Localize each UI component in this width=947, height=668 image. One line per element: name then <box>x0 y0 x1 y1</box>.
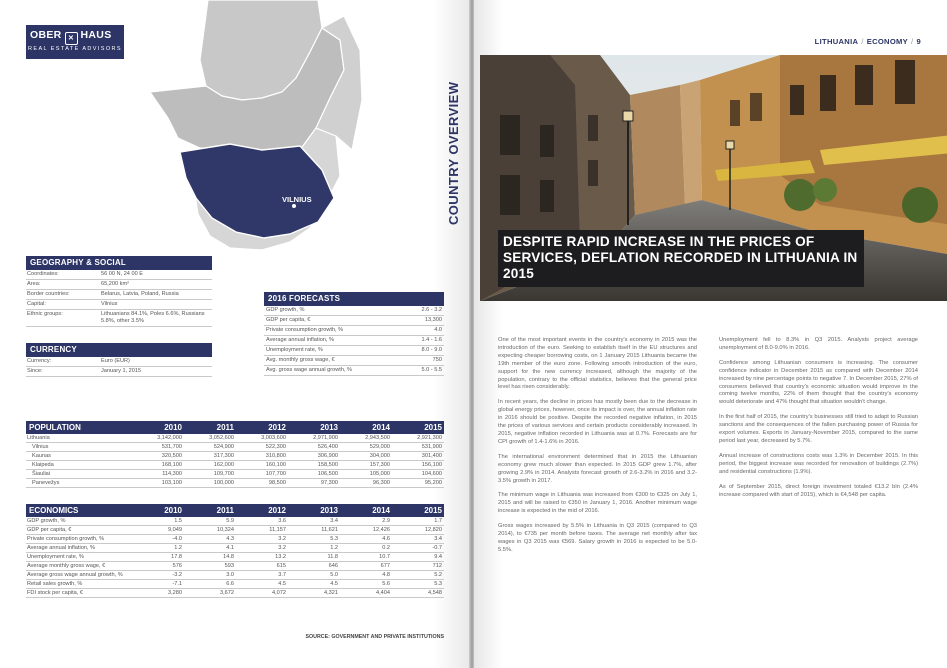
forecast-key: Average annual inflation, % <box>266 337 335 343</box>
forecast-value: 5.0 - 5.5 <box>421 367 442 373</box>
economics-row <box>26 571 444 580</box>
population-row-label: Vilnius <box>32 444 49 450</box>
side-title: COUNTRY OVERVIEW <box>446 81 461 225</box>
geography-key: Coordinates: <box>27 271 59 277</box>
forecast-row <box>264 346 444 356</box>
population-row <box>26 434 444 443</box>
economics-cell: 3.7 <box>278 572 286 578</box>
economics-cell: -7.1 <box>172 581 182 587</box>
economics-cell: 4,072 <box>272 590 286 596</box>
population-year-header: 2011 <box>216 423 234 432</box>
oberhaus-logo <box>26 25 124 59</box>
population-rows <box>26 434 444 488</box>
forecast-value: 750 <box>432 357 442 363</box>
economics-row-label: Average monthly gross wage, € <box>27 563 106 569</box>
geography-row <box>26 290 212 300</box>
economics-cell: 1.5 <box>174 518 182 524</box>
population-year-header: 2014 <box>372 423 390 432</box>
economics-year-header: 2010 <box>164 506 182 515</box>
forecast-row <box>264 356 444 366</box>
population-cell: 158,500 <box>317 462 338 468</box>
currency-row <box>26 357 212 367</box>
economics-year-header: 2013 <box>320 506 338 515</box>
geography-rows <box>26 270 212 327</box>
population-cell: 310,800 <box>265 453 286 459</box>
population-row <box>26 479 444 488</box>
economics-table <box>26 504 444 598</box>
population-cell: 160,100 <box>265 462 286 468</box>
article-paragraph: One of the most important events in the country's economy in 2015 was the introduction of the euro. Seeking to establish itself in the EU structures and expecting cheaper borrowing costs, on 1 January 2015 Lithuania became the 19th member of the euro zone. Following smooth introduction of the euro, support for the new currency increased, although the majority of the population, contrary to the official statistics, believes that the general price level has risen considerably. <box>498 337 697 391</box>
economics-cell: 593 <box>224 563 234 569</box>
geography-key: Capital: <box>27 301 46 307</box>
geography-value: Belarus, Latvia, Poland, Russia <box>101 291 179 297</box>
population-year-header: 2015 <box>424 423 442 432</box>
population-year-header: 2010 <box>164 423 182 432</box>
population-row-label: Lithuania <box>27 435 50 441</box>
forecast-key: Avg. gross wage annual growth, % <box>266 367 353 373</box>
forecast-value: 13,300 <box>424 317 442 323</box>
map-city-label: VILNIUS <box>282 195 312 204</box>
geography-key: Area: <box>27 281 41 287</box>
geography-value: 56 00 N, 24 00 E <box>101 271 143 277</box>
economics-cell: -0.7 <box>432 545 442 551</box>
forecast-key: Avg. monthly gross wage, € <box>266 357 335 363</box>
economics-cell: 615 <box>276 563 286 569</box>
forecast-value: 4.0 <box>434 327 442 333</box>
economics-cell: 12,820 <box>424 527 442 533</box>
economics-row <box>26 580 444 589</box>
economics-cell: 4,548 <box>428 590 442 596</box>
economics-row-label: Retail sales growth, % <box>27 581 83 587</box>
economics-cell: 1.2 <box>330 545 338 551</box>
geography-key: Ethnic groups: <box>27 311 63 317</box>
map-vilnius-dot <box>292 204 296 208</box>
economics-row <box>26 589 444 598</box>
population-year-header: 2013 <box>320 423 338 432</box>
geography-value: 65,200 km² <box>101 281 129 287</box>
economics-cell: 3,672 <box>220 590 234 596</box>
economics-cell: -4.0 <box>172 536 182 542</box>
currency-value: Euro (EUR) <box>101 358 130 364</box>
economics-row-label: GDP growth, % <box>27 518 66 524</box>
page-number: 9 <box>916 37 921 46</box>
article-column-1 <box>498 337 697 562</box>
economics-cell: 5.9 <box>226 518 234 524</box>
population-row <box>26 470 444 479</box>
economics-cell: 5.3 <box>330 536 338 542</box>
economics-cell: 1.2 <box>174 545 182 551</box>
currency-value: January 1, 2015 <box>101 368 142 374</box>
geography-row <box>26 300 212 310</box>
population-row-label: Šiauliai <box>32 471 51 477</box>
economics-row-label: Average annual inflation, % <box>27 545 96 551</box>
header-separator: / <box>911 37 914 46</box>
economics-cell: 646 <box>328 563 338 569</box>
geography-value: Vilnius <box>101 301 118 307</box>
economics-year-header: 2015 <box>424 506 442 515</box>
header-country: LITHUANIA <box>814 37 859 46</box>
population-cell: 114,300 <box>162 471 182 477</box>
currency-key: Since: <box>27 368 43 374</box>
crest-icon: ✕ <box>65 32 78 45</box>
population-year-header: 2012 <box>268 423 286 432</box>
economics-cell: 6.6 <box>226 581 234 587</box>
economics-row <box>26 517 444 526</box>
forecast-row <box>264 336 444 346</box>
forecasts-title: 2016 FORECASTS <box>264 292 444 306</box>
economics-cell: 3.2 <box>278 545 286 551</box>
geography-value: Lithuanians 84.1%, Poles 6.6%, Russians 5.8%, other 3.5% <box>101 311 205 324</box>
forecasts-table <box>264 292 444 376</box>
population-cell: 97,300 <box>320 480 338 486</box>
population-cell: 317,300 <box>213 453 234 459</box>
article-paragraph: The minimum wage in Lithuania was increased from €300 to €325 on July 1, 2015 and will be raised to €350 in January 1, 2016. Another minimum wage increase is expected in the mid of 2016. <box>498 492 697 515</box>
population-row-label: Klaipeda <box>32 462 54 468</box>
currency-key: Currency: <box>27 358 52 364</box>
population-cell: 109,700 <box>213 471 234 477</box>
population-cell: 531,700 <box>161 444 182 450</box>
article-paragraph: In the first half of 2015, the country's businesses still tried to adapt to Russian sanctions and the consequences of the fallen purchasing power of Russia for export volumes. Exports in January-November 2015, compared to the same period last year, decreased by 5.7%. <box>719 414 918 444</box>
economics-cell: 712 <box>432 563 442 569</box>
forecast-value: 2.6 - 3.2 <box>421 307 442 313</box>
economics-cell: 3.4 <box>330 518 338 524</box>
population-cell: 3,052,600 <box>209 435 234 441</box>
population-cell: 157,300 <box>369 462 390 468</box>
economics-cell: 5.6 <box>382 581 390 587</box>
economics-cell: 4.6 <box>382 536 390 542</box>
population-row <box>26 452 444 461</box>
economics-title: ECONOMICS <box>29 506 79 515</box>
population-row <box>26 443 444 452</box>
economics-cell: 12,426 <box>372 527 390 533</box>
economics-year-header: 2011 <box>216 506 234 515</box>
economics-cell: 10.7 <box>379 554 390 560</box>
forecast-row <box>264 316 444 326</box>
population-cell: 526,400 <box>317 444 338 450</box>
forecast-row <box>264 326 444 336</box>
economics-cell: 14.8 <box>223 554 234 560</box>
population-cell: 2,921,300 <box>417 435 442 441</box>
economics-cell: 11,157 <box>269 527 286 533</box>
forecast-key: Unemployment rate, % <box>266 347 323 353</box>
population-cell: 2,971,900 <box>313 435 338 441</box>
article-headline: DESPITE RAPID INCREASE IN THE PRICES OF SERVICES, DEFLATION RECORDED IN LITHUANIA IN 2015 <box>498 230 864 287</box>
left-page <box>0 0 471 668</box>
economics-cell: -3.2 <box>172 572 182 578</box>
economics-row <box>26 562 444 571</box>
economics-row-label: Unemployment rate, % <box>27 554 84 560</box>
economics-row-label: GDP per capita, € <box>27 527 72 533</box>
logo-tagline: REAL ESTATE ADVISORS <box>28 46 122 52</box>
economics-cell: 4.8 <box>382 572 390 578</box>
population-table <box>26 421 444 488</box>
economics-row-label: FDI stock per capita, € <box>27 590 83 596</box>
forecasts-rows <box>264 306 444 376</box>
economics-cell: 3.2 <box>278 536 286 542</box>
population-cell: 107,700 <box>265 471 286 477</box>
economics-cell: 3.4 <box>434 536 442 542</box>
article-paragraph: The international environment determined that in 2015 the Lithuanian economy grew much slower than expected. In 2015 GDP grew 1.7%, after growing 2.9% in 2014. Analysts forecast growth of 2.6-3.2% in 2016 and 3.2-3.5% growth in 2017. <box>498 453 697 484</box>
population-cell: 156,100 <box>421 462 442 468</box>
logo-brand-left: OBER <box>30 29 62 41</box>
economics-cell: 4.5 <box>278 581 286 587</box>
population-header <box>26 421 444 434</box>
economics-row <box>26 544 444 553</box>
economics-cell: 0.2 <box>382 545 390 551</box>
economics-row-label: Average gross wage annual growth, % <box>27 572 123 578</box>
population-cell: 301,400 <box>421 453 442 459</box>
population-cell: 3,142,000 <box>157 435 182 441</box>
population-cell: 3,003,600 <box>261 435 286 441</box>
forecast-row <box>264 366 444 376</box>
economics-cell: 576 <box>172 563 182 569</box>
forecast-key: Private consumption growth, % <box>266 327 344 333</box>
economics-cell: 4.1 <box>226 545 234 551</box>
header-section: ECONOMY <box>866 37 909 46</box>
economics-row-label: Private consumption growth, % <box>27 536 105 542</box>
population-cell: 103,100 <box>161 480 182 486</box>
economics-year-header: 2014 <box>372 506 390 515</box>
population-cell: 306,900 <box>317 453 338 459</box>
article-paragraph: Confidence among Lithuanian consumers is increasing. The consumer confidence indicator in December 2015 as compared with December 2014 increased by nine percentage points to negative 7. In December 2015, 27% of consumers believed that country's economic situation would improve in the coming twelve months, 22% of them thought that the country's economy would deteriorate and 47% thought that situation wouldn't change. <box>719 359 918 406</box>
population-cell: 522,300 <box>265 444 286 450</box>
economics-cell: 3.0 <box>226 572 234 578</box>
economics-cell: 3,280 <box>168 590 182 596</box>
economics-row <box>26 535 444 544</box>
economics-cell: 5.3 <box>434 581 442 587</box>
population-row-label: Panevežys <box>32 480 60 486</box>
economics-cell: 10,324 <box>216 527 234 533</box>
forecast-value: 8.0 - 9.0 <box>421 347 442 353</box>
population-cell: 2,943,500 <box>365 435 390 441</box>
population-cell: 304,000 <box>369 453 390 459</box>
economics-cell: 3.6 <box>278 518 286 524</box>
currency-row <box>26 367 212 377</box>
population-row <box>26 461 444 470</box>
logo-brand <box>30 29 112 45</box>
population-cell: 531,900 <box>421 444 442 450</box>
economics-cell: 5.2 <box>434 572 442 578</box>
economics-cell: 13.2 <box>275 554 286 560</box>
article-column-2 <box>719 337 918 506</box>
economics-cell: 4,321 <box>324 590 338 596</box>
forecast-key: GDP per capita, € <box>266 317 311 323</box>
running-header <box>815 37 921 46</box>
population-cell: 529,000 <box>369 444 390 450</box>
population-cell: 320,500 <box>161 453 182 459</box>
article-paragraph: Unemployment fell to 8.3% in Q3 2015. Analysts project average unemployment of 8.0-9.0% in 2016. <box>719 337 918 351</box>
geography-title: GEOGRAPHY & SOCIAL <box>26 256 212 270</box>
population-cell: 98,500 <box>268 480 286 486</box>
currency-title: CURRENCY <box>26 343 212 357</box>
population-cell: 162,000 <box>213 462 234 468</box>
geography-key: Border countries: <box>27 291 70 297</box>
article-paragraph: Annual increase of constructions costs was 1.3% in December 2015. In this period, the biggest increase was recorded for renovation of buildings (2.7%) and residential constructions (1.9%). <box>719 452 918 475</box>
economics-cell: 1.7 <box>434 518 442 524</box>
geography-row <box>26 310 212 327</box>
economics-year-header: 2012 <box>268 506 286 515</box>
economics-row <box>26 553 444 562</box>
population-cell: 524,900 <box>213 444 234 450</box>
forecast-value: 1.4 - 1.6 <box>421 337 442 343</box>
economics-row <box>26 526 444 535</box>
forecast-row <box>264 306 444 316</box>
population-cell: 106,500 <box>317 471 338 477</box>
header-separator: / <box>861 37 864 46</box>
economics-cell: 11,621 <box>321 527 338 533</box>
population-cell: 168,100 <box>161 462 182 468</box>
economics-rows <box>26 517 444 598</box>
economics-cell: 4,404 <box>376 590 390 596</box>
economics-cell: 9,049 <box>168 527 182 533</box>
article-paragraph: As of September 2015, direct foreign investment totaled €13.2 bln (2.4% increase compared with start of 2015), which is €4,548 per capita. <box>719 483 918 498</box>
forecast-key: GDP growth, % <box>266 307 305 313</box>
article-paragraph: Gross wages increased by 5.5% in Lithuania in Q3 2015 (compared to Q3 2014), to €735 per month before taxes. The average net monthly after tax wages in Q3 2015 was €569. Salary growth in 2016 is expected to be 5.0-5.5%. <box>498 523 697 553</box>
population-cell: 100,000 <box>213 480 234 486</box>
population-cell: 104,600 <box>421 471 442 477</box>
population-cell: 95,200 <box>424 480 442 486</box>
economics-cell: 2.9 <box>382 518 390 524</box>
logo-brand-right: HAUS <box>80 29 112 41</box>
geography-row <box>26 270 212 280</box>
economics-cell: 677 <box>380 563 390 569</box>
article-paragraph: In recent years, the decline in prices has mostly been due to the decrease in global energy prices, however, once its impact is over, the annual inflation rate in 2016 should be positive. Despite the recorded negative inflation, in 2015 the prices of various services and certain products considerably increased. In 2015, negative inflation recorded in Lithuania was at 0.7%. Forecasts are for CPI growth of 1.4-1.6% in 2016. <box>498 399 697 445</box>
geography-row <box>26 280 212 290</box>
economics-header <box>26 504 444 517</box>
right-page <box>474 0 947 668</box>
economics-cell: 4.5 <box>330 581 338 587</box>
population-row-label: Kaunas <box>32 453 51 459</box>
economics-cell: 11.8 <box>327 554 338 560</box>
economics-cell: 4.3 <box>226 536 234 542</box>
source-note: SOURCE: GOVERNMENT AND PRIVATE INSTITUTIONS <box>305 634 444 640</box>
economics-cell: 9.4 <box>434 554 442 560</box>
currency-table <box>26 343 212 377</box>
geography-table <box>26 256 212 327</box>
currency-rows <box>26 357 212 377</box>
population-cell: 105,000 <box>369 471 390 477</box>
population-title: POPULATION <box>29 423 81 432</box>
population-cell: 96,300 <box>372 480 390 486</box>
economics-cell: 5.0 <box>330 572 338 578</box>
economics-cell: 17.8 <box>171 554 182 560</box>
